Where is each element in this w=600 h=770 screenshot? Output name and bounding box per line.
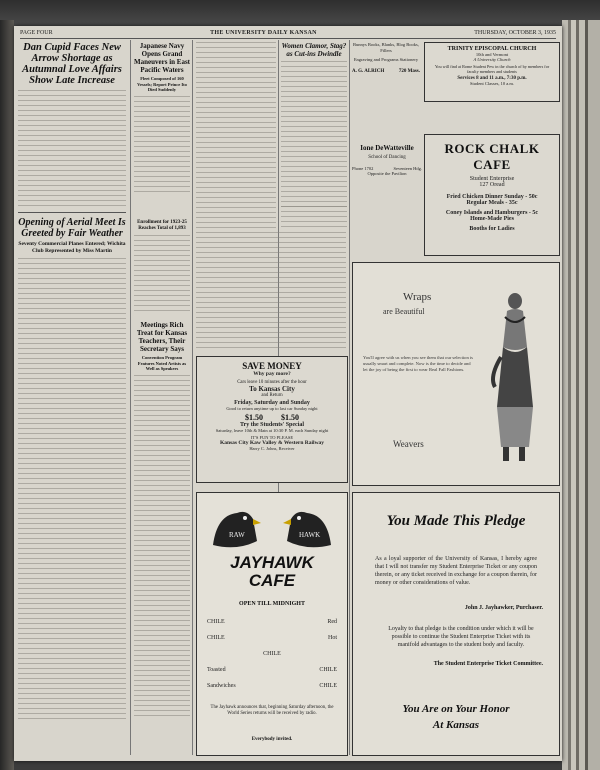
- article-text: [196, 232, 346, 350]
- save-money-please: IT'S FUN TO PLEASE: [250, 435, 294, 440]
- pledge-committee: The Student Enterprise Ticket Committee.: [433, 661, 543, 667]
- save-money-fare-1: $1.50: [245, 413, 263, 422]
- headline-women-clamor: Women Clamor, Stag? as Cut-ins Dwindle: [281, 42, 347, 58]
- dancing-school-address: Seventeen Hdg.: [393, 166, 422, 171]
- article-text: [18, 90, 126, 210]
- article-block: [281, 206, 347, 230]
- divider: [18, 212, 126, 213]
- issue-date: THURSDAY, OCTOBER 3, 1935: [474, 30, 556, 36]
- jayhawk-cafe-ad: [196, 492, 348, 756]
- column-2: [134, 42, 190, 196]
- dancing-school-phone: Phone 1702: [352, 166, 374, 171]
- save-money-cars: Cars leave 10 minutes after the hour: [237, 380, 307, 385]
- printer-title: Bunnys Books, Blanks, Blog Books, Fillers: [353, 42, 419, 53]
- article-block: [196, 232, 346, 352]
- wraps-store-name: Weavers: [393, 439, 424, 449]
- rock-chalk-title: ROCK CHALK CAFE: [444, 141, 540, 172]
- headline-teachers: Meetings Rich Treat for Kansas Teachers, Their Secretary Says: [136, 321, 188, 353]
- printer-name: A. G. ALRICH: [352, 68, 385, 74]
- rock-chalk-line-1: Fried Chicken Dinner Sunday - 50c: [446, 194, 538, 200]
- dancing-school-subtitle: School of Dancing: [368, 155, 406, 160]
- save-money-subtitle: Why pay more?: [253, 371, 291, 377]
- column-3: [196, 42, 276, 232]
- menu-item: Toasted: [207, 667, 226, 673]
- column-rule: [192, 40, 193, 755]
- article-text: [134, 235, 190, 315]
- pledge-title: You Made This Pledge: [386, 513, 526, 529]
- left-binding-edge: [0, 20, 14, 770]
- save-money-ad: [196, 356, 348, 483]
- menu-item-note: CHILE: [319, 667, 337, 673]
- deck-teachers: Convention Program Features Noted Artists as Well as Speakers: [137, 355, 187, 371]
- menu-item: Sandwiches: [207, 683, 236, 689]
- printer-ad: [352, 42, 420, 100]
- save-money-schedule: Saturday, leave 10th & Main at 10:30 P. M. each Sunday night: [215, 428, 329, 433]
- menu-item: CHILE: [263, 651, 281, 657]
- menu-item-note: Hot: [328, 635, 337, 641]
- article-text: [18, 258, 126, 723]
- pledge-body: As a loyal supporter of the University of Kansas, I hereby agree that I will not transfer my Student Enterprise Ticket or any coupon therein, or any ticket received in exchange for a coupon therein, for money or other considerations of value.: [375, 556, 537, 586]
- save-money-return: and Return: [261, 393, 283, 398]
- deck-aerial-meet: Seventy Commercial Planes Entered; Wichita Club Represented by Miss Martin: [18, 241, 126, 254]
- wraps-title: Wraps: [403, 291, 432, 303]
- fashion-illustration-icon: [481, 287, 547, 467]
- rock-chalk-cafe-ad: [424, 134, 560, 256]
- pledge-signature: John J. Jayhawker, Purchaser.: [464, 605, 543, 611]
- menu-item: CHILE: [207, 635, 225, 641]
- dancing-school-ad: [352, 134, 422, 198]
- save-money-fare-2: $1.50: [281, 413, 299, 422]
- masthead: [20, 28, 556, 39]
- rock-chalk-line-3: Coney Islands and Hamburgers - 5c: [445, 210, 539, 216]
- save-money-special: Try the Students' Special: [239, 422, 305, 428]
- printer-address: 720 Mass.: [398, 68, 420, 74]
- weavers-wraps-ad: [352, 262, 560, 486]
- top-scan-edge: [0, 0, 600, 26]
- church-note: You will find at Rome Student Pew in the church of by members for faculty members and students: [434, 64, 550, 74]
- column-2-lower: [134, 220, 190, 720]
- jayhawk-bird-left-label: RAW: [229, 531, 245, 539]
- save-money-destination: To Kansas City: [249, 385, 295, 393]
- wraps-subtitle: are Beautiful: [383, 307, 425, 316]
- save-money-title: SAVE MONEY: [242, 361, 302, 371]
- column-4: [281, 42, 347, 211]
- rock-chalk-address: 127 Oread: [479, 182, 505, 188]
- article-text: [134, 96, 190, 196]
- headline-cupid: Dan Cupid Faces New Arrow Shortage as Autumnal Love Affairs Show Late Increase: [22, 42, 122, 86]
- column-1: [18, 42, 126, 723]
- wraps-body: You'll agree with us when you see them that our selection is usually smart and complete. Now is the time to decide and let the joy of being the first to wear Real Fall Fashions.: [363, 355, 473, 372]
- jayhawk-name: JAYHAWK: [230, 553, 314, 572]
- deck-japanese-navy: Fleet Composed of 160 Vessels; Report Prince Ito Died Suddenly: [137, 76, 187, 92]
- headline-aerial-meet: Opening of Aerial Meet Is Greeted by Fair Weather: [18, 217, 126, 239]
- pledge-footer-1: You Are on Your Honor: [402, 703, 510, 715]
- rock-chalk-line-5: Booths for Ladies: [469, 226, 515, 232]
- jayhawk-cafe-word: CAFE: [248, 571, 296, 590]
- save-money-railway: Kansas City Kaw Valley & Western Railway: [219, 440, 325, 446]
- dancing-school-name: Ione DeWatteville: [360, 144, 414, 152]
- rock-chalk-subtitle: Student Enterprise: [469, 176, 515, 182]
- save-money-good: Good to return anytime up to last car Sunday night: [226, 406, 318, 411]
- church-services: Services 8 and 11 a.m., 7:30 p.m.: [457, 76, 527, 81]
- pledge-footer-2: At Kansas: [432, 719, 480, 731]
- page-number: PAGE FOUR: [20, 30, 53, 36]
- church-tagline: A University Church: [473, 57, 511, 62]
- church-address: 10th and Vermont: [475, 52, 509, 57]
- rock-chalk-line-2: Regular Meals - 35c: [466, 200, 518, 206]
- menu-item-note: CHILE: [319, 683, 337, 689]
- article-text: [281, 206, 347, 230]
- headline-japanese-navy: Japanese Navy Opens Grand Maneuvers in East Pacific Waters: [134, 42, 190, 74]
- paper-name: THE UNIVERSITY DAILY KANSAN: [210, 30, 317, 36]
- jayhawk-bird-right-label: HAWK: [299, 531, 321, 539]
- menu-item: CHILE: [207, 619, 225, 625]
- dancing-school-location: Opposite the Pavilion: [367, 171, 407, 176]
- church-classes: Student Classes, 10 a.m.: [470, 81, 514, 86]
- church-ad: [424, 42, 560, 102]
- church-title: TRINITY EPISCOPAL CHURCH: [447, 46, 537, 52]
- jayhawk-hours: OPEN TILL MIDNIGHT: [239, 601, 305, 607]
- menu-item-note: Red: [327, 619, 337, 625]
- save-money-days: Friday, Saturday and Sunday: [234, 400, 310, 406]
- printer-subtitle: Engraving and Programs Stationery: [353, 57, 419, 62]
- save-money-manager: Harry C. Johns, Receiver: [249, 446, 295, 451]
- rock-chalk-line-4: Home-Made Pies: [470, 216, 514, 222]
- column-rule: [130, 40, 131, 755]
- pledge-ad: [352, 492, 560, 756]
- newspaper-page: [14, 26, 562, 761]
- stacked-pages-edge: [562, 20, 600, 770]
- jayhawk-invite: Everybody invited.: [251, 737, 293, 742]
- article-text: [134, 375, 190, 720]
- headline-enrollment: Enrollment for 1923-25 Reaches Total of 1,893: [137, 220, 187, 231]
- jayhawk-birds-icon: [207, 501, 337, 553]
- jayhawk-note: The Jayhawk announces that, beginning Saturday afternoon, the World Series returns will be received by radio.: [210, 705, 334, 716]
- article-text: [196, 42, 276, 232]
- column-rule: [349, 40, 350, 755]
- pledge-body-2: Loyalty to that pledge is the condition under which it will be possible to continue the Student Enterprise Ticket with its manifold advantages to the student body and faculty.: [388, 626, 534, 648]
- article-text: [281, 61, 347, 211]
